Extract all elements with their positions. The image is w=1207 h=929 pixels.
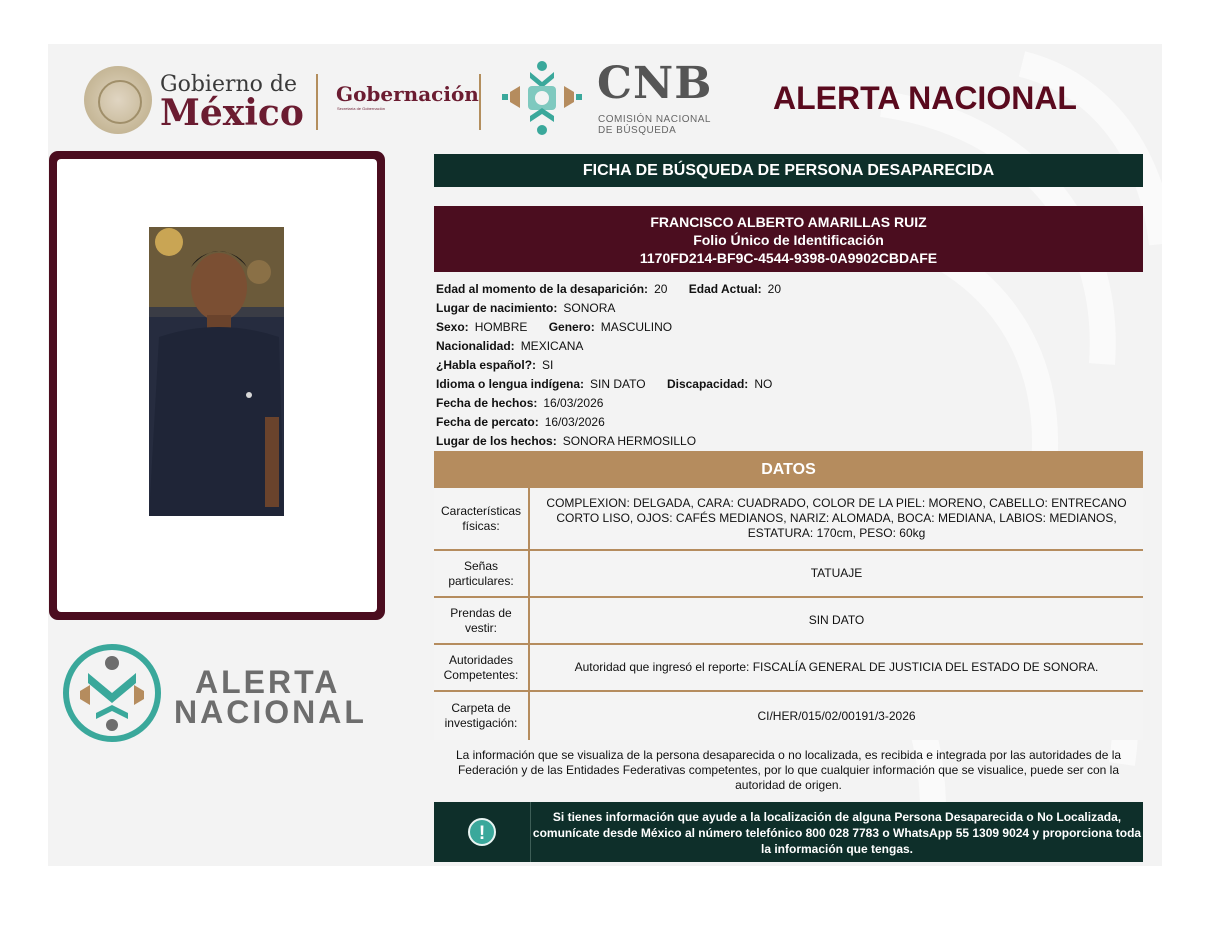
- table-row: [434, 551, 1143, 598]
- folio-label: Folio Único de Identificación: [693, 232, 884, 248]
- info-row: Edad al momento de la desaparición: 20 Edad Actual: 20: [436, 282, 782, 296]
- info-row: Idioma o lengua indígena: SIN DATO Discapacidad: NO: [436, 377, 773, 391]
- person-info: [436, 280, 1136, 451]
- table-row: [434, 645, 1143, 692]
- datos-table: [434, 488, 1143, 740]
- row-label: Prendas de vestir:: [434, 598, 530, 643]
- gobierno-label: Gobierno de: [160, 72, 297, 97]
- person-name: FRANCISCO ALBERTO AMARILLAS RUIZ: [650, 214, 927, 230]
- info-row: Fecha de hechos: 16/03/2026: [436, 396, 604, 410]
- row-value: SIN DATO: [808, 613, 865, 627]
- row-value: CI/HER/015/02/00191/3-2026: [757, 708, 916, 723]
- alerta-nacional-logo-icon: [62, 643, 162, 743]
- national-seal-icon: [84, 66, 152, 134]
- alerta-logo-line2: NACIONAL: [174, 694, 367, 730]
- info-row: Sexo: HOMBRE Genero: MASCULINO: [436, 320, 673, 334]
- alerta-logo-line1: ALERTA: [195, 664, 341, 700]
- cnb-logo-icon: [498, 56, 586, 140]
- alert-icon: !: [468, 818, 496, 846]
- table-row: [434, 488, 1143, 551]
- info-row: Fecha de percato: 16/03/2026: [436, 415, 605, 429]
- row-label: Señas particulares:: [434, 551, 530, 596]
- person-identity-block: [434, 206, 1143, 272]
- cnb-label: CNB: [597, 58, 713, 109]
- ficha-title: FICHA DE BÚSQUEDA DE PERSONA DESAPARECIDA: [434, 154, 1143, 187]
- row-value: Autoridad que ingresó el reporte: FISCALÍA GENERAL DE JUSTICIA DEL ESTADO DE SONORA.: [574, 660, 1099, 674]
- cnb-sublabel: COMISIÓN NACIONAL DE BÚSQUEDA: [598, 114, 711, 136]
- contact-text: Si tienes información que ayude a la localización de alguna Persona Desaparecida o No Localizada, comunícate desde México al número telefónico 800 028 7783 o WhatsApp 55 1309 9024 y proporciona toda la información que tengas.: [532, 810, 1142, 856]
- table-row: [434, 692, 1143, 740]
- header-divider: [479, 74, 481, 130]
- mexico-label: México: [160, 92, 304, 134]
- folio-value: 1170FD214-BF9C-4544-9398-0A9902CBDAFE: [639, 250, 938, 266]
- info-row: ¿Habla español?: SI: [436, 358, 554, 372]
- person-photo: [149, 227, 284, 516]
- row-value: COMPLEXION: DELGADA, CARA: CUADRADO, COLOR DE LA PIEL: MORENO, CABELLO: ENTRECANO CORTO LISO, OJOS: CAFÉS MEDIANOS, NARIZ: ALOMADA, BOCA: MEDIANA, LABIOS: MEDIANOS, ESTATURA: 170cm, PESO: 60kg: [546, 496, 1127, 540]
- row-label: Carpeta de investigación:: [434, 692, 530, 740]
- header-divider: [316, 74, 318, 130]
- info-row: Nacionalidad: MEXICANA: [436, 339, 584, 353]
- info-row: Lugar de los hechos: SONORA HERMOSILLO: [436, 434, 697, 448]
- disclaimer-text: La información que se visualiza de la persona desaparecida o no localizada, es recibida e integrada por las autoridades de la Federación y de las Entidades Federativas competentes, por lo que cualquier información que se visualice, puede ser con la autoridad de origen.: [455, 748, 1122, 792]
- gobernacion-sublabel: Secretaría de Gobernación: [337, 106, 386, 111]
- contact-callout: [434, 802, 1143, 862]
- page-title: ALERTA NACIONAL: [773, 80, 1077, 116]
- row-label: Autoridades Competentes:: [434, 645, 530, 690]
- gobernacion-label: Gobernación: [336, 82, 479, 106]
- table-row: [434, 598, 1143, 645]
- info-row: Lugar de nacimiento: SONORA: [436, 301, 616, 315]
- gobierno-mexico-logo: [84, 66, 314, 136]
- datos-title: DATOS: [434, 451, 1143, 488]
- row-value: TATUAJE: [810, 566, 863, 580]
- row-label: Características físicas:: [434, 488, 530, 549]
